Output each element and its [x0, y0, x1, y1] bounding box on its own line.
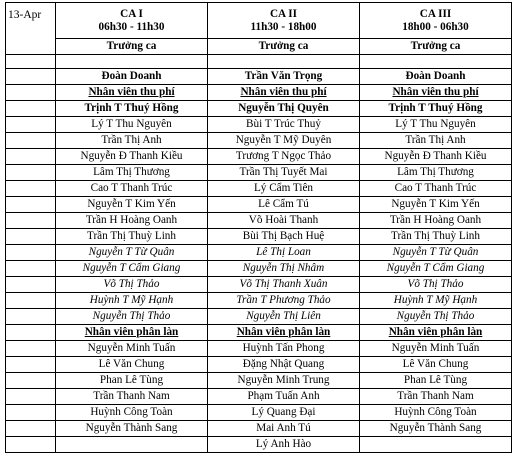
shift-lead-name: Đoàn Doanh	[56, 69, 208, 85]
empty-cell	[6, 181, 56, 197]
shift-header-ca2	[208, 3, 360, 39]
empty-cell	[6, 421, 56, 437]
empty-cell	[6, 293, 56, 309]
staff-name: Lý Quang Đại	[208, 405, 360, 421]
staff-name: Nguyễn Thị Nhâm	[208, 261, 360, 277]
lane-section-row	[6, 325, 512, 341]
toll-staff-row	[6, 165, 512, 181]
staff-name: Trần Thị Anh	[360, 133, 512, 149]
staff-name: Lý Anh Hào	[208, 437, 360, 453]
staff-name: Huỳnh T Mỹ Hạnh	[56, 293, 208, 309]
staff-name: Lê Cẩm Tú	[208, 197, 360, 213]
lane-section-label: Nhân viên phân làn	[360, 325, 512, 341]
empty-cell	[6, 437, 56, 453]
shift-header-ca1	[56, 3, 208, 39]
staff-name: Nguyễn T Mỹ Duyên	[208, 133, 360, 149]
staff-name: Bùi T Trúc Thuỷ	[208, 117, 360, 133]
staff-name: Trần Thanh Nam	[56, 389, 208, 405]
staff-name: Cao T Thanh Trúc	[360, 181, 512, 197]
lane-staff-row	[6, 341, 512, 357]
toll-staff-row	[6, 293, 512, 309]
shift-time: 11h30 - 18h00	[250, 21, 317, 33]
staff-name: Trương T Ngọc Thảo	[208, 149, 360, 165]
staff-name: Nguyễn Thị Thảo	[56, 309, 208, 325]
empty-cell	[6, 261, 56, 277]
empty-cell	[6, 325, 56, 341]
empty-cell	[6, 149, 56, 165]
staff-name: Võ Thị Thảo	[360, 277, 512, 293]
empty-cell	[6, 117, 56, 133]
empty-cell	[6, 405, 56, 421]
staff-name: Nguyễn Minh Tuấn	[56, 341, 208, 357]
staff-name: Bùi Thị Bạch Huệ	[208, 229, 360, 245]
toll-head-name: Trịnh T Thuý Hồng	[56, 101, 208, 117]
staff-name: Lê Văn Chung	[360, 357, 512, 373]
staff-name: Võ Thị Thảo	[56, 277, 208, 293]
staff-name: Nguyễn T Từ Quân	[360, 245, 512, 261]
empty-cell	[6, 389, 56, 405]
empty-cell	[208, 55, 360, 69]
toll-section-label: Nhân viên thu phí	[360, 85, 512, 101]
staff-name: Trần Thị Thuỳ Linh	[56, 229, 208, 245]
toll-section-row	[6, 85, 512, 101]
staff-name: Nguyễn T Kim Yến	[56, 197, 208, 213]
shift-header-row	[6, 3, 512, 39]
staff-name: Lê Văn Chung	[56, 357, 208, 373]
empty-cell	[56, 55, 208, 69]
staff-name: Võ Hoài Thanh	[208, 213, 360, 229]
shift-lead-label-row	[6, 39, 512, 55]
shift-time: 18h00 - 06h30	[402, 21, 469, 33]
empty-cell	[6, 341, 56, 357]
staff-name: Mai Anh Tú	[208, 421, 360, 437]
empty-cell	[6, 133, 56, 149]
staff-name: Trần Thị Tuyết Mai	[208, 165, 360, 181]
staff-name: Nguyễn T Từ Quân	[56, 245, 208, 261]
lane-staff-row	[6, 389, 512, 405]
lane-staff-row	[6, 437, 512, 453]
empty-cell	[6, 309, 56, 325]
toll-staff-row	[6, 245, 512, 261]
toll-staff-row	[6, 309, 512, 325]
shift-name: CA I	[120, 8, 143, 20]
toll-staff-row	[6, 229, 512, 245]
toll-section-label: Nhân viên thu phí	[208, 85, 360, 101]
toll-staff-row	[6, 277, 512, 293]
staff-name: Nguyễn Minh Trung	[208, 373, 360, 389]
staff-name: Huỳnh Công Toàn	[56, 405, 208, 421]
toll-head-name: Nguyễn Thị Quyên	[208, 101, 360, 117]
shift-header-ca3	[360, 3, 512, 39]
staff-name: Nguyễn T Cẩm Giang	[56, 261, 208, 277]
staff-name: Huỳnh Tấn Phong	[208, 341, 360, 357]
staff-name: Nguyễn Thành Sang	[360, 421, 512, 437]
staff-name: Trần Thị Thuỳ Linh	[360, 229, 512, 245]
shift-name: CA II	[269, 8, 298, 20]
staff-name: Cao T Thanh Trúc	[56, 181, 208, 197]
spacer-row	[6, 55, 512, 69]
empty-cell	[6, 197, 56, 213]
empty-cell	[6, 357, 56, 373]
staff-name: Nguyễn Thị Liên	[208, 309, 360, 325]
empty-cell	[6, 373, 56, 389]
roster-body	[6, 3, 512, 453]
staff-name: Võ Thị Thanh Xuân	[208, 277, 360, 293]
staff-name: Đặng Nhật Quang	[208, 357, 360, 373]
staff-name: Nguyễn T Cẩm Giang	[360, 261, 512, 277]
shift-lead-name: Đoàn Doanh	[360, 69, 512, 85]
shift-lead-label: Trưởng ca	[56, 39, 208, 55]
staff-name: Nguyễn Thị Thảo	[360, 309, 512, 325]
staff-name: Trần Thị Anh	[56, 133, 208, 149]
lane-staff-row	[6, 357, 512, 373]
staff-name: Nguyễn T Kim Yến	[360, 197, 512, 213]
lane-staff-row	[6, 373, 512, 389]
empty-cell	[6, 69, 56, 85]
shift-lead-label: Trưởng ca	[360, 39, 512, 55]
staff-name: Nguyễn Minh Tuấn	[360, 341, 512, 357]
staff-name: Lâm Thị Thương	[360, 165, 512, 181]
shift-lead-name: Trần Văn Trọng	[208, 69, 360, 85]
toll-staff-row	[6, 149, 512, 165]
empty-cell	[6, 277, 56, 293]
empty-cell	[6, 165, 56, 181]
staff-name: Huỳnh Công Toàn	[360, 405, 512, 421]
toll-staff-row	[6, 181, 512, 197]
empty-cell	[6, 101, 56, 117]
staff-name: Lâm Thị Thương	[56, 165, 208, 181]
staff-name: Nguyễn Đ Thanh Kiều	[360, 149, 512, 165]
staff-name: Nguyễn Đ Thanh Kiều	[56, 149, 208, 165]
empty-cell	[6, 55, 56, 69]
toll-staff-row	[6, 133, 512, 149]
staff-name: Lý T Thu Nguyên	[360, 117, 512, 133]
lane-section-label: Nhân viên phân làn	[56, 325, 208, 341]
staff-name: Trần Thanh Nam	[360, 389, 512, 405]
staff-name: Huỳnh T Mỹ Hạnh	[360, 293, 512, 309]
empty-cell	[6, 85, 56, 101]
empty-cell	[360, 437, 512, 453]
staff-name: Phạm Tuấn Anh	[208, 389, 360, 405]
staff-name: Lý Cẩm Tiên	[208, 181, 360, 197]
empty-cell	[6, 229, 56, 245]
staff-name: Phan Lê Tùng	[56, 373, 208, 389]
toll-staff-row	[6, 117, 512, 133]
staff-name: Phan Lê Tùng	[360, 373, 512, 389]
toll-head-row	[6, 101, 512, 117]
staff-name: Lê Thị Loan	[208, 245, 360, 261]
staff-name: Nguyễn Thành Sang	[56, 421, 208, 437]
toll-staff-row	[6, 197, 512, 213]
shift-name: CA III	[419, 8, 452, 20]
lane-section-label: Nhân viên phân làn	[208, 325, 360, 341]
shift-time: 06h30 - 11h30	[98, 21, 165, 33]
toll-section-label: Nhân viên thu phí	[56, 85, 208, 101]
empty-cell	[6, 245, 56, 261]
toll-head-name: Trịnh T Thuý Hồng	[360, 101, 512, 117]
lane-staff-row	[6, 405, 512, 421]
empty-cell	[360, 55, 512, 69]
staff-name: Trần T Phương Thảo	[208, 293, 360, 309]
shift-lead-label: Trưởng ca	[208, 39, 360, 55]
toll-staff-row	[6, 261, 512, 277]
staff-name: Trần H Hoàng Oanh	[56, 213, 208, 229]
toll-staff-row	[6, 213, 512, 229]
shift-lead-row	[6, 69, 512, 85]
shift-roster-table	[5, 2, 512, 453]
lane-staff-row	[6, 421, 512, 437]
empty-cell	[56, 437, 208, 453]
staff-name: Lý T Thu Nguyên	[56, 117, 208, 133]
date-cell: 13-Apr	[6, 3, 56, 55]
empty-cell	[6, 213, 56, 229]
staff-name: Trần H Hoàng Oanh	[360, 213, 512, 229]
